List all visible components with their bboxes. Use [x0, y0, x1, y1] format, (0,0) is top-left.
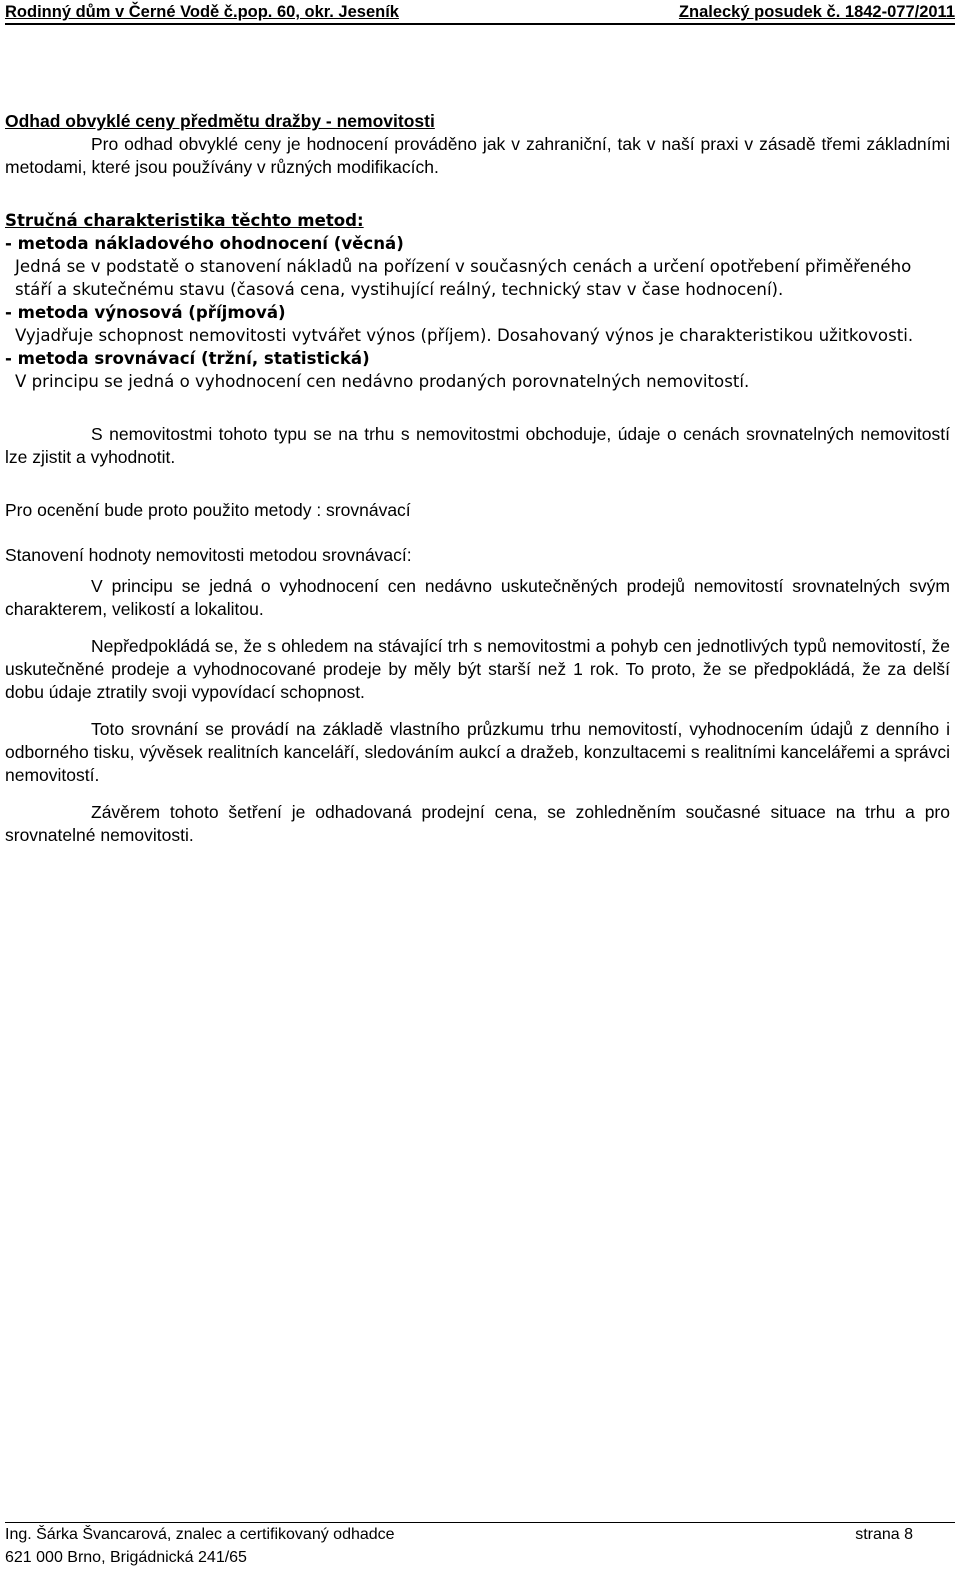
valuation-paragraph-4: Závěrem tohoto šetření je odhadovaná prodejní cena, se zohledněním současné situace na trhu a pro srovnatelné nemovitosti.	[5, 802, 950, 845]
page-footer	[5, 1522, 955, 1569]
page-header	[5, 1, 955, 25]
comparison-method-text: V principu se jedná o vyhodnocení cen nedávno prodaných porovnatelných nemovitostí.	[15, 372, 750, 391]
header-left-title: Rodinný dům v Černé Vodě č.pop. 60, okr. Jeseník	[5, 3, 399, 21]
methods-heading: Stručná charakteristika těchto metod:	[5, 211, 364, 230]
valuation-paragraph-3: Toto srovnání se provádí na základě vlastního průzkumu trhu nemovitostí, vyhodnocením údajů z denního i odborného tisku, vývěsek realitních kanceláří, sledováním aukcí a dražeb, konzultacemi s realitními kancelářemi a správci nemovitostí.	[5, 719, 950, 785]
method-used-line: Pro ocenění bude proto použito metody : srovnávací	[5, 500, 411, 520]
income-method-title: - metoda výnosová (příjmová)	[5, 303, 286, 322]
valuation-paragraph-2: Nepředpokládá se, že s ohledem na stávající trh s nemovitostmi a pohyb cen jednotlivých typů nemovitostí, že uskutečněné prodeje a vyhodnocované prodeje by měly být starší než 1 rok. To proto, že se předpokládá, že za delší dobu údaje ztratily svoji vypovídací schopnost.	[5, 636, 950, 702]
market-note-paragraph: S nemovitostmi tohoto typu se na trhu s nemovitostmi obchoduje, údaje o cenách srovnatelných nemovitostí lze zjistit a vyhodnotit.	[5, 424, 950, 467]
valuation-paragraph-1: V principu se jedná o vyhodnocení cen nedávno uskutečněných prodejů nemovitostí srovnatelných svým charakterem, velikostí a lokalitou.	[5, 576, 950, 619]
cost-method-title: - metoda nákladového ohodnocení (věcná)	[5, 234, 404, 253]
footer-row	[5, 1523, 955, 1546]
intro-paragraph: Pro odhad obvyklé ceny je hodnocení prováděno jak v zahraniční, tak v naší praxi v zásadě třemi základními metodami, které jsou používány v různých modifikacích.	[5, 134, 950, 177]
methods-block	[5, 209, 950, 393]
footer-address: 621 000 Brno, Brigádnická 241/65	[5, 1549, 247, 1566]
page-content	[5, 110, 950, 847]
cost-method-text: Jedná se v podstatě o stanovení nákladů na pořízení v současných cenách a určení opotřebení přiměřeného stáří a skutečnému stavu (časová cena, vystihující reálný, technický stav v čase hodnocení).	[15, 257, 912, 299]
header-right-title: Znalecký posudek č. 1842-077/2011	[678, 3, 955, 21]
footer-author: Ing. Šárka Švancarová, znalec a certifikovaný odhadce	[5, 1526, 395, 1543]
comparison-method-title: - metoda srovnávací (tržní, statistická)	[5, 349, 370, 368]
section-title: Odhad obvyklé ceny předmětu dražby - nemovitosti	[5, 111, 435, 131]
income-method-text: Vyjadřuje schopnost nemovitosti vytvářet výnos (příjem). Dosahovaný výnos je charakteristikou užitkovosti.	[15, 326, 914, 345]
valuation-heading: Stanovení hodnoty nemovitosti metodou srovnávací:	[5, 545, 412, 565]
page-number: strana 8	[855, 1526, 913, 1543]
